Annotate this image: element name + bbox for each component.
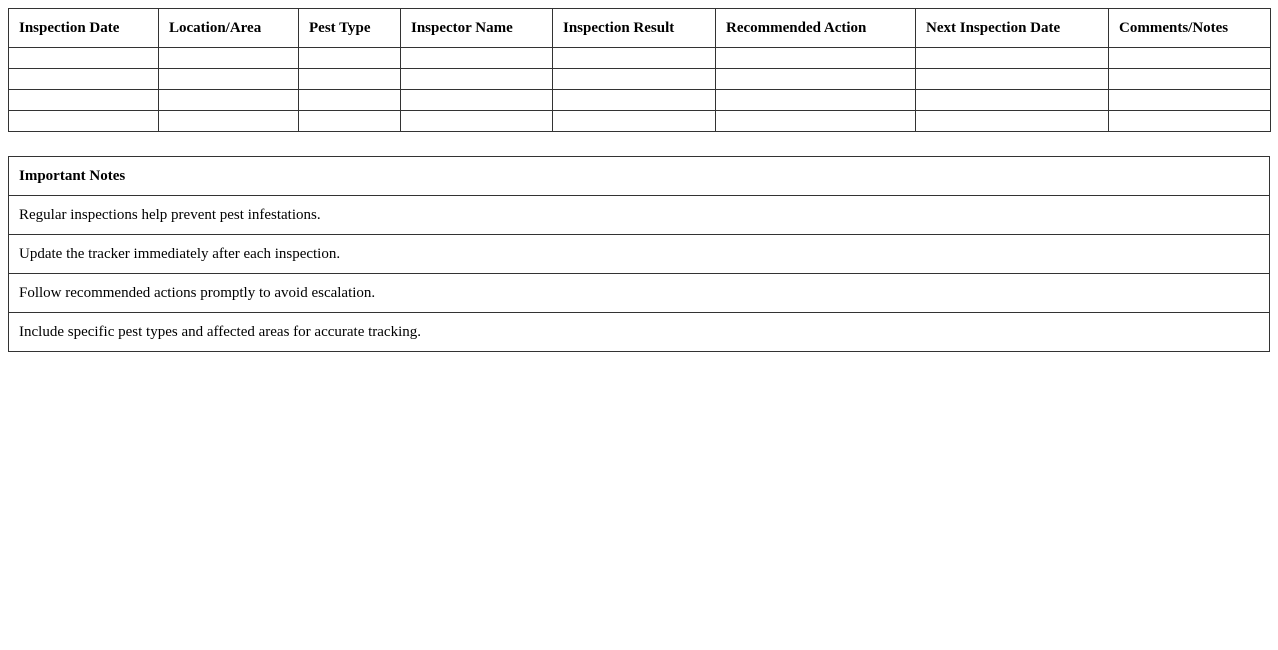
header-inspection-result: Inspection Result xyxy=(553,9,716,48)
header-comments-notes: Comments/Notes xyxy=(1109,9,1271,48)
table-cell[interactable] xyxy=(9,90,159,111)
table-cell[interactable] xyxy=(716,48,916,69)
table-row xyxy=(9,90,1271,111)
list-item xyxy=(9,274,1270,313)
header-recommended-action: Recommended Action xyxy=(716,9,916,48)
page-content xyxy=(8,8,1270,352)
table-cell[interactable] xyxy=(1109,90,1271,111)
notes-title: Important Notes xyxy=(9,157,1270,196)
table-cell[interactable] xyxy=(553,48,716,69)
table-cell[interactable] xyxy=(716,111,916,132)
list-item xyxy=(9,196,1270,235)
header-next-inspection-date: Next Inspection Date xyxy=(916,9,1109,48)
table-cell[interactable] xyxy=(401,111,553,132)
table-cell[interactable] xyxy=(916,111,1109,132)
table-cell[interactable] xyxy=(9,48,159,69)
table-header-row xyxy=(9,9,1271,48)
notes-header-row xyxy=(9,157,1270,196)
table-cell[interactable] xyxy=(553,90,716,111)
note-text: Regular inspections help prevent pest infestations. xyxy=(9,196,1270,235)
note-text: Update the tracker immediately after each inspection. xyxy=(9,235,1270,274)
table-cell[interactable] xyxy=(159,111,299,132)
header-inspection-date: Inspection Date xyxy=(9,9,159,48)
table-cell[interactable] xyxy=(299,90,401,111)
header-location-area: Location/Area xyxy=(159,9,299,48)
table-cell[interactable] xyxy=(1109,69,1271,90)
table-cell[interactable] xyxy=(299,69,401,90)
table-cell[interactable] xyxy=(553,111,716,132)
table-cell[interactable] xyxy=(1109,111,1271,132)
table-row xyxy=(9,48,1271,69)
list-item xyxy=(9,235,1270,274)
table-cell[interactable] xyxy=(916,90,1109,111)
table-cell[interactable] xyxy=(159,90,299,111)
table-row xyxy=(9,69,1271,90)
table-cell[interactable] xyxy=(716,90,916,111)
table-cell[interactable] xyxy=(159,69,299,90)
table-row xyxy=(9,111,1271,132)
table-cell[interactable] xyxy=(9,69,159,90)
table-cell[interactable] xyxy=(401,69,553,90)
important-notes-table xyxy=(8,156,1270,352)
table-cell[interactable] xyxy=(716,69,916,90)
table-cell[interactable] xyxy=(299,111,401,132)
table-cell[interactable] xyxy=(159,48,299,69)
inspection-tracker-table xyxy=(8,8,1271,132)
note-text: Include specific pest types and affected areas for accurate tracking. xyxy=(9,313,1270,352)
table-cell[interactable] xyxy=(299,48,401,69)
table-cell[interactable] xyxy=(1109,48,1271,69)
note-text: Follow recommended actions promptly to avoid escalation. xyxy=(9,274,1270,313)
list-item xyxy=(9,313,1270,352)
table-cell[interactable] xyxy=(401,90,553,111)
table-cell[interactable] xyxy=(916,69,1109,90)
table-cell[interactable] xyxy=(553,69,716,90)
table-cell[interactable] xyxy=(9,111,159,132)
header-inspector-name: Inspector Name xyxy=(401,9,553,48)
header-pest-type: Pest Type xyxy=(299,9,401,48)
table-cell[interactable] xyxy=(916,48,1109,69)
table-cell[interactable] xyxy=(401,48,553,69)
